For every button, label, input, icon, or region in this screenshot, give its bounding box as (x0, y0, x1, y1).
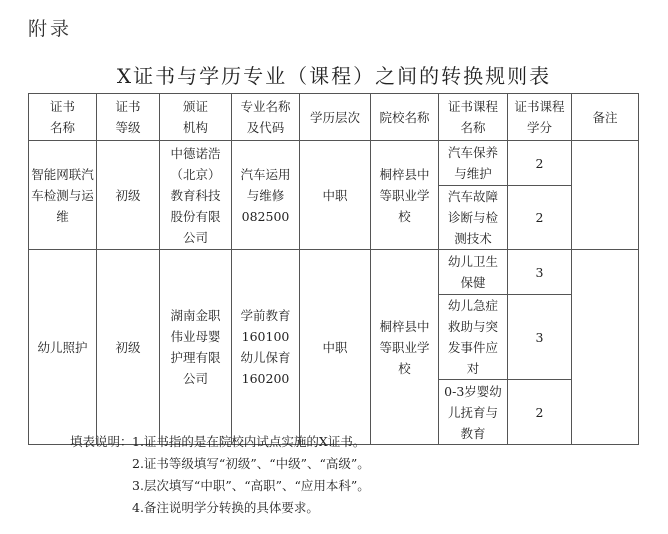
fill-instructions (70, 431, 370, 519)
header-edu-level: 学历层次 (300, 94, 371, 141)
remark-cell (572, 250, 639, 445)
course-credit-cell: 3 (508, 295, 572, 380)
course-name-cell: 幼儿卫生保健 (439, 250, 508, 295)
cert-name-cell: 智能网联汽车检测与运维 (29, 141, 97, 250)
table-row (29, 141, 639, 186)
note-line: 填表说明：1.证书指的是在院校内试点实施的X证书。 (70, 431, 370, 453)
header-row (29, 94, 639, 141)
school-cell: 桐梓县中等职业学校 (371, 250, 439, 445)
major-cell: 汽车运用与维修082500 (232, 141, 300, 250)
major-cell: 学前教育160100幼儿保育160200 (232, 250, 300, 445)
notes-label: 填表说明： (70, 434, 133, 449)
course-credit-cell: 2 (508, 186, 572, 250)
header-major: 专业名称及代码 (232, 94, 300, 141)
course-credit-cell: 3 (508, 250, 572, 295)
edu-level-cell: 中职 (300, 250, 371, 445)
edu-level-cell: 中职 (300, 141, 371, 250)
header-remark: 备注 (572, 94, 639, 141)
header-cert-level: 证书等级 (97, 94, 160, 141)
issuer-cell: 中德诺浩（北京）教育科技股份有限公司 (160, 141, 232, 250)
cert-level-cell: 初级 (97, 141, 160, 250)
header-course-credit: 证书课程学分 (508, 94, 572, 141)
course-name-cell: 幼儿急症救助与突发事件应对 (439, 295, 508, 380)
school-cell: 桐梓县中等职业学校 (371, 141, 439, 250)
header-cert-name: 证书名称 (29, 94, 97, 141)
header-school: 院校名称 (371, 94, 439, 141)
course-name-cell: 汽车保养与维护 (439, 141, 508, 186)
appendix-label: 附录 (28, 18, 73, 40)
issuer-cell: 湖南金职伟业母婴护理有限公司 (160, 250, 232, 445)
course-name-cell: 0-3岁婴幼儿抚育与教育 (439, 380, 508, 445)
note-line: 2.证书等级填写“初级”、“中级”、“高级”。 (132, 456, 370, 471)
note-line: 4.备注说明学分转换的具体要求。 (132, 500, 319, 515)
remark-cell (572, 141, 639, 250)
header-course-name: 证书课程名称 (439, 94, 508, 141)
table-row (29, 250, 639, 295)
cert-level-cell: 初级 (97, 250, 160, 445)
table-title: X证书与学历专业（课程）之间的转换规则表 (116, 64, 552, 88)
conversion-table (28, 93, 639, 445)
course-name-cell: 汽车故障诊断与检测技术 (439, 186, 508, 250)
header-issuer: 颁证机构 (160, 94, 232, 141)
cert-name-cell: 幼儿照护 (29, 250, 97, 445)
note-line: 3.层次填写“中职”、“高职”、“应用本科”。 (132, 478, 370, 493)
course-credit-cell: 2 (508, 380, 572, 445)
course-credit-cell: 2 (508, 141, 572, 186)
